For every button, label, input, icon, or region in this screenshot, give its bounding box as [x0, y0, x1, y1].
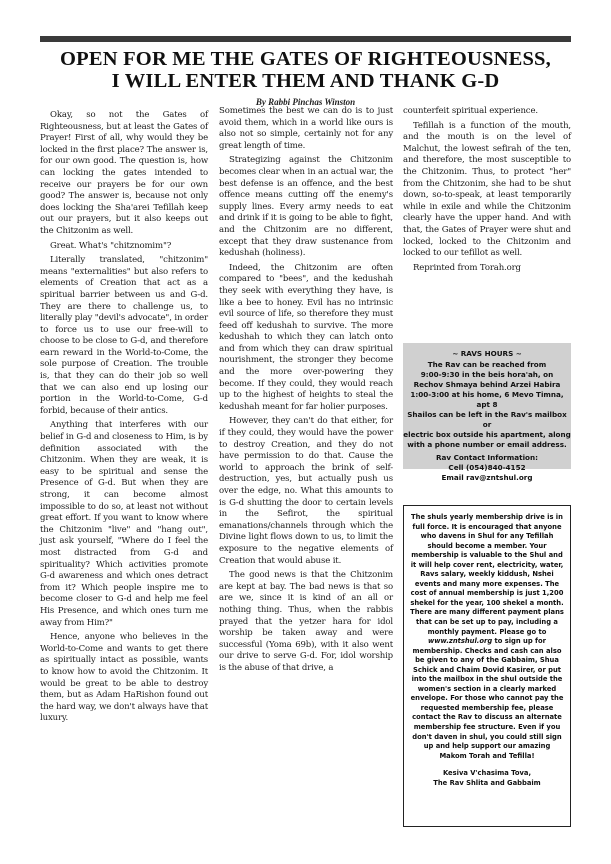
paragraph: Anything that interferes with our belief in G-d and closeness to Him, is by definition associated with the Chitzonim. When they are weak, it is easy to be spiritual and sense the Presence of G-d. But when they are strong, it can become almost impossible to do so, at least not without great effort. If you want to know where the Chitzonim "live" and "hang out", just ask yourself, "Where do I feel the most distracted from G-d and spirituality? Which activities promote G-d awareness and which ones detract from it? Which people inspire me to become closer to G-d and help me feel His Presence, and which ones turn me away from Him?" — [40, 420, 208, 628]
rav-hours-box — [403, 343, 571, 482]
contact-email: Email rav@zntshul.org — [441, 473, 533, 482]
rav-hours-line: electric box outside his apartment, along — [403, 430, 571, 439]
reprint-credit: Reprinted from Torah.org — [413, 262, 521, 273]
paragraph: The good news is that the Chitzonim are kept at bay. The bad news is that so are we, since it is kind of an all or nothing thing. Thus, when the rabbis prayed that the yetzer hara for idol worship be taken away and were successful (Yoma 69b), with it also went our drive to serve G-d. For, idol worship is the abuse of that drive, a — [219, 570, 393, 673]
contact-cell: Cell (054)840-4152 — [448, 463, 526, 472]
byline: By Rabbi Pinchas Winston — [255, 97, 356, 107]
rav-hours-line: 1:00-3:00 at his home, 6 Mevo Timna, apt 8 — [410, 390, 564, 409]
title-line-2: I WILL ENTER THEM AND THANK G-D — [111, 70, 500, 92]
contact-heading: Rav Contact Information: — [436, 453, 538, 462]
closing-line-1: Kesiva V'chasima Tova, — [442, 769, 532, 778]
paragraph: However, they can't do that either, for if they could, they would have the power to destroy Creation, and they do not have permission to do that. Cause the world to approach the brink of self-destruction, yes, but actually push us over the edge, no. What this amounts to is G-d shutting the door to certain levels in the Sefirot, the spiritual emanations/channels through which the Divine light flows down to us, to limit the exposure to the negative elements of Creation that would abuse it. — [219, 416, 393, 566]
paragraph: Indeed, the Chitzonim are often compared to "bees", and the kedushah they seek with everything they have, is like a bee to honey. Evil has no intrinsic evil source of life, so therefore they must feed off kedushah to survive. The more kedushah to which they can latch onto and from which they can draw spiritual nourishment, the stronger they become and the more over-powering they become. If they could, they would reach up to the highest of heights to steal the kedushah meant for far holier purposes. — [219, 262, 393, 412]
article-title — [40, 48, 571, 92]
rav-hours-line: with a phone number or email address. — [407, 440, 567, 449]
membership-link[interactable]: www.zntshul.org — [428, 637, 493, 646]
article-column-1 — [40, 110, 208, 728]
membership-text — [409, 513, 565, 761]
article-column-3 — [403, 106, 571, 277]
rav-hours-line: Rechov Shmaya behind Arzei Habira — [413, 380, 561, 389]
title-line-1: OPEN FOR ME THE GATES OF RIGHTEOUSNESS, — [60, 48, 551, 70]
rav-hours-line: 9:00-9:30 in the beis hora'ah, on — [420, 370, 554, 379]
rav-hours-heading: ~ RAVS HOURS ~ — [452, 349, 522, 358]
closing-line-2: The Rav Shlita and Gabbaim — [433, 778, 541, 787]
paragraph: Strategizing against the Chitzonim becomes clear when in an actual war, the best defense is an offence, and the best offence means cutting off the enemy's supply lines. Every army needs to eat and drink if it is going to be able to fight, and the Chitzonim are no different, except that they draw sustenance from kedushah (holiness). — [219, 155, 393, 259]
rav-hours-line: The Rav can be reached from — [427, 360, 547, 369]
paragraph: Tefillah is a function of the mouth, and the mouth is on the level of Malchut, the lowest sefirah of the ten, and therefore, the most susceptible to the Chitzonim. Thus, to protect "her" from the Chitzonim, she had to be shut down, so-to-speak, at least temporarily while in exile and while the Chitzonim clearly have the upper hand. And with that, the Gates of Prayer were shut and locked, locked to the Chitzonim and locked to our tefillot as well. — [403, 120, 571, 259]
paragraph: Okay, so not the Gates of Righteousness, but at least the Gates of Prayer! First of all, why would they be locked in the first place? The answer is, for our own good. The question is, how can locking the gates intended to receive our prayers be for our own good? The answer is, because not only does locking the Sha'arei Tefillah keep out our prayers, but it also keeps out the Chitzonim as well. — [40, 110, 208, 236]
membership-box — [403, 505, 571, 827]
rav-hours-line: Shailos can be left in the Rav's mailbox or — [407, 410, 567, 429]
membership-text-part2: to sign up for membership. Checks and cash can also be given to any of the Gabbaim, Shua Schick and Chaim Dovid Kasirer, or put into the mailbox in the shul outside the women's section in a clearly marked envelope. For those who cannot pay the requested membership fee, please contact the Rav to discuss an alternate membership fee structure. Even if you don't daven in shul, you could still sign up and help support our amazing Makom Torah and Tefilla! — [410, 637, 564, 760]
article-column-2 — [219, 106, 393, 678]
paragraph: Hence, anyone who believes in the World-to-Come and wants to get there as spiritually intact as possible, wants to know how to avoid the Chitzonim. It would be great to be able to destroy them, but as Adam HaRishon found out the hard way, we don't always have that luxury. — [40, 632, 208, 724]
paragraph: counterfeit spiritual experience. — [403, 106, 538, 116]
paragraph: Literally translated, "chitzonim" means "externalities" but also refers to elements of Creation that act as a spiritual barrier between us and G-d. They are there to challenge us, to literally play "devil's advocate", in order to force us to use our free-will to choose to be close to G-d, and therefore earn reward in the World-to-Come, the sole purpose of Creation. The trouble is, that they can do their job so well that we can also end up losing our portion in the World-to-Come, G-d forbid, because of their antics. — [40, 255, 208, 416]
top-rule — [40, 36, 571, 42]
paragraph: Great. What's "chitznomim"? — [50, 240, 172, 251]
paragraph: Sometimes the best we can do is to just avoid them, which in a world like ours is also not so simple, certainly not for any great length of time. — [219, 106, 393, 151]
membership-text-part1: The shuls yearly membership drive is in full force. It is encouraged that anyone who davens in Shul for any Tefillah should become a member. Your membership is valuable to the Shul and it will help cover rent, electricity, water, Ravs salary, weekly kiddush, Nshei events and many more expenses. The cost of annual membership is just 1,200 shekel for the year, 100 shekel a month. There are many different payment plans that can be set up to pay, including a monthly payment. Please go to — [410, 513, 564, 636]
